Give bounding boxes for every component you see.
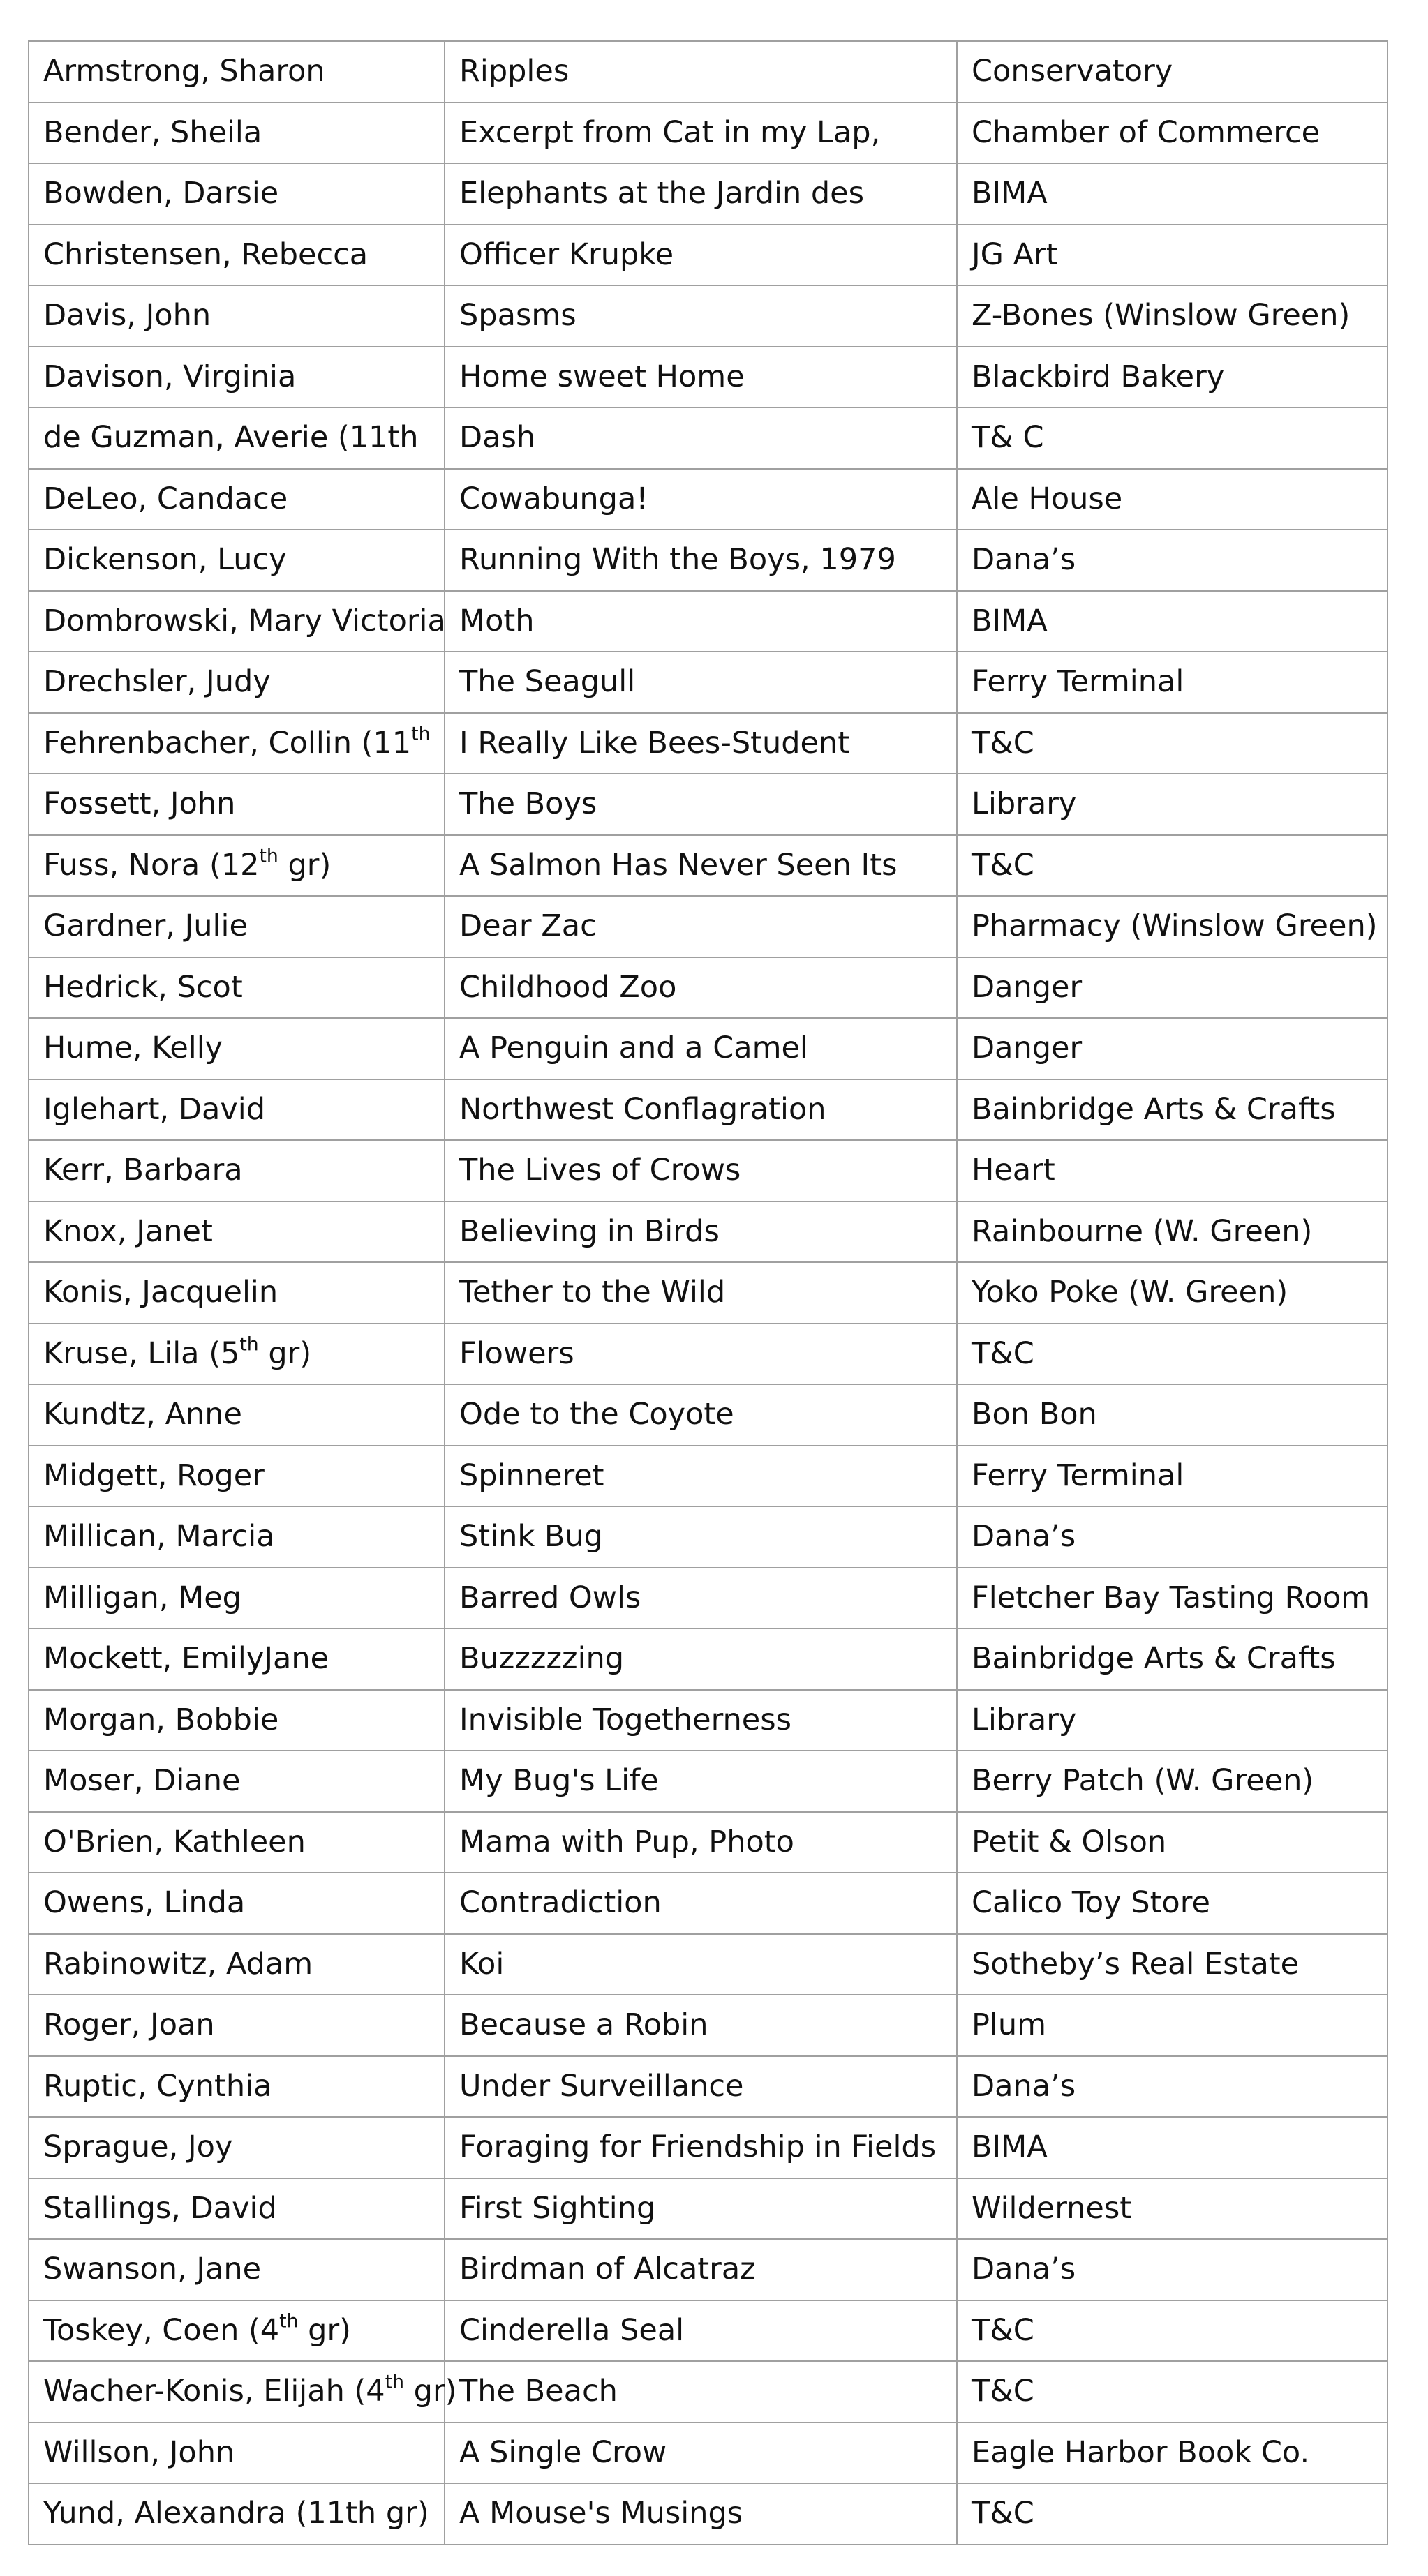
artwork-title-cell bbox=[445, 2423, 957, 2484]
table-row bbox=[29, 1995, 1388, 2056]
artist-name: Fuss, Nora (12 bbox=[43, 847, 260, 883]
table-row bbox=[29, 1324, 1388, 1385]
artist-name: DeLeo, Candace bbox=[43, 481, 288, 516]
artist-name: Christensen, Rebecca bbox=[43, 237, 369, 272]
artwork-title-cell bbox=[445, 225, 957, 286]
venue-cell bbox=[957, 163, 1388, 225]
artwork-title-cell bbox=[445, 1812, 957, 1873]
artist-name: Morgan, Bobbie bbox=[43, 1702, 279, 1737]
artist-name: Hume, Kelly bbox=[43, 1031, 223, 1066]
table-row bbox=[29, 652, 1388, 713]
artist-table bbox=[28, 40, 1388, 2545]
table-row bbox=[29, 2423, 1388, 2484]
artwork-title: The Lives of Crows bbox=[459, 1153, 741, 1188]
artwork-title: Elephants at the Jardin des bbox=[459, 176, 865, 211]
artist-name-cell bbox=[29, 285, 445, 347]
venue-cell bbox=[957, 591, 1388, 652]
table-row bbox=[29, 2300, 1388, 2362]
artist-name-cell bbox=[29, 530, 445, 591]
artwork-title: Mama with Pup, Photo bbox=[459, 1824, 794, 1859]
ordinal-suffix: th bbox=[279, 2310, 299, 2332]
venue-cell bbox=[957, 1324, 1388, 1385]
venue-name: BIMA bbox=[972, 176, 1048, 211]
venue-name: Ferry Terminal bbox=[972, 664, 1184, 700]
artwork-title-cell bbox=[445, 2361, 957, 2423]
artwork-title: A Single Crow bbox=[459, 2434, 667, 2470]
artwork-title-cell bbox=[445, 2056, 957, 2118]
venue-cell bbox=[957, 1812, 1388, 1873]
artwork-title-cell bbox=[445, 2483, 957, 2545]
artist-name: Iglehart, David bbox=[43, 1091, 266, 1127]
table-row bbox=[29, 2178, 1388, 2240]
table-row bbox=[29, 1628, 1388, 1690]
table-row bbox=[29, 407, 1388, 469]
artist-name: Konis, Jacquelin bbox=[43, 1275, 278, 1310]
venue-cell bbox=[957, 1873, 1388, 1934]
venue-cell bbox=[957, 1140, 1388, 1201]
table-row bbox=[29, 530, 1388, 591]
artist-name: Millican, Marcia bbox=[43, 1519, 275, 1555]
venue-name: Fletcher Bay Tasting Room bbox=[972, 1580, 1371, 1615]
venue-name: Berry Patch (W. Green) bbox=[972, 1763, 1314, 1799]
artist-name-cell bbox=[29, 1934, 445, 1995]
venue-name: Pharmacy (Winslow Green) bbox=[972, 908, 1378, 944]
artist-name: Yund, Alexandra (11th gr) bbox=[43, 2496, 429, 2531]
table-row bbox=[29, 2117, 1388, 2178]
artist-name-suffix: gr) bbox=[278, 847, 332, 883]
artwork-title: A Mouse's Musings bbox=[459, 2496, 743, 2531]
venue-cell bbox=[957, 2423, 1388, 2484]
artwork-title: The Boys bbox=[459, 786, 597, 822]
venue-cell bbox=[957, 530, 1388, 591]
artist-name: O'Brien, Kathleen bbox=[43, 1824, 306, 1859]
artist-name: Wacher-Konis, Elijah (4 bbox=[43, 2374, 385, 2409]
venue-cell bbox=[957, 1079, 1388, 1141]
venue-name: T&C bbox=[972, 2312, 1034, 2348]
artist-name: Kerr, Barbara bbox=[43, 1153, 243, 1188]
artwork-title-cell bbox=[445, 2117, 957, 2178]
venue-cell bbox=[957, 2178, 1388, 2240]
artwork-title-cell bbox=[445, 347, 957, 408]
table-row bbox=[29, 1812, 1388, 1873]
artwork-title: Foraging for Friendship in Fields bbox=[459, 2129, 937, 2165]
venue-name: Petit & Olson bbox=[972, 1824, 1167, 1859]
artist-name-cell bbox=[29, 1628, 445, 1690]
venue-name: Ale House bbox=[972, 481, 1123, 516]
artwork-title: My Bug's Life bbox=[459, 1763, 659, 1799]
venue-cell bbox=[957, 2483, 1388, 2545]
table-row bbox=[29, 1140, 1388, 1201]
venue-name: Z-Bones (Winslow Green) bbox=[972, 298, 1351, 334]
venue-cell bbox=[957, 1201, 1388, 1263]
ordinal-suffix: th bbox=[411, 723, 431, 745]
artist-name-cell bbox=[29, 1446, 445, 1507]
artist-name-cell bbox=[29, 2300, 445, 2362]
artist-name-cell bbox=[29, 1140, 445, 1201]
artist-name: Rabinowitz, Adam bbox=[43, 1946, 313, 1982]
artist-name-suffix: gr) bbox=[258, 1335, 312, 1371]
artist-name-cell bbox=[29, 1324, 445, 1385]
venue-name: BIMA bbox=[972, 2129, 1048, 2165]
artwork-title-cell bbox=[445, 1079, 957, 1141]
table-row bbox=[29, 2239, 1388, 2300]
table-row bbox=[29, 1751, 1388, 1812]
artwork-title: Because a Robin bbox=[459, 2007, 708, 2043]
artwork-title: A Salmon Has Never Seen Its bbox=[459, 847, 898, 883]
artwork-title: Birdman of Alcatraz bbox=[459, 2252, 756, 2287]
venue-name: Calico Toy Store bbox=[972, 1885, 1210, 1921]
table-row bbox=[29, 1079, 1388, 1141]
artwork-title-cell bbox=[445, 2300, 957, 2362]
artwork-title-cell bbox=[445, 1262, 957, 1324]
artist-name-cell bbox=[29, 2483, 445, 2545]
artwork-title: Buzzzzzing bbox=[459, 1641, 625, 1677]
venue-cell bbox=[957, 407, 1388, 469]
artwork-title-cell bbox=[445, 652, 957, 713]
artist-name: Kruse, Lila (5 bbox=[43, 1335, 240, 1371]
venue-cell bbox=[957, 469, 1388, 530]
artwork-title-cell bbox=[445, 1568, 957, 1629]
artwork-title-cell bbox=[445, 1140, 957, 1201]
artist-name-cell bbox=[29, 1568, 445, 1629]
venue-cell bbox=[957, 41, 1388, 103]
artist-name-cell bbox=[29, 1995, 445, 2056]
artist-name-cell bbox=[29, 2361, 457, 2423]
artist-name: Dombrowski, Mary Victoria bbox=[43, 603, 446, 638]
artwork-title: Invisible Togetherness bbox=[459, 1702, 792, 1737]
venue-name: Rainbourne (W. Green) bbox=[972, 1213, 1313, 1249]
table-row bbox=[29, 163, 1388, 225]
artwork-title: Cinderella Seal bbox=[459, 2312, 685, 2348]
artist-name: Dickenson, Lucy bbox=[43, 542, 287, 578]
venue-name: Dana’s bbox=[972, 2068, 1076, 2104]
venue-cell bbox=[957, 1995, 1388, 2056]
artist-name-cell bbox=[29, 835, 445, 897]
table-row bbox=[29, 774, 1388, 835]
artist-name-cell bbox=[29, 1506, 445, 1568]
table-row bbox=[29, 1018, 1388, 1079]
artist-name: Willson, John bbox=[43, 2434, 235, 2470]
artist-name-cell bbox=[29, 774, 445, 835]
artwork-title: Stink Bug bbox=[459, 1519, 603, 1555]
table-row bbox=[29, 225, 1388, 286]
artist-name: Moser, Diane bbox=[43, 1763, 241, 1799]
venue-cell bbox=[957, 896, 1388, 957]
artist-name: Sprague, Joy bbox=[43, 2129, 233, 2165]
venue-name: Sotheby’s Real Estate bbox=[972, 1946, 1300, 1982]
artwork-title-cell bbox=[445, 591, 957, 652]
venue-cell bbox=[957, 713, 1388, 774]
artwork-title: Childhood Zoo bbox=[459, 969, 677, 1005]
artist-name-cell bbox=[29, 591, 445, 652]
venue-name: Bainbridge Arts & Crafts bbox=[972, 1641, 1336, 1677]
artwork-title: The Seagull bbox=[459, 664, 636, 700]
artist-name-cell bbox=[29, 1201, 445, 1263]
venue-name: Dana’s bbox=[972, 2252, 1076, 2287]
artwork-title: Dear Zac bbox=[459, 908, 597, 944]
table-row bbox=[29, 1446, 1388, 1507]
venue-name: JG Art bbox=[972, 237, 1058, 272]
artwork-title: Flowers bbox=[459, 1335, 574, 1371]
venue-name: Bainbridge Arts & Crafts bbox=[972, 1091, 1336, 1127]
artist-name-cell bbox=[29, 713, 445, 774]
table-row bbox=[29, 2361, 1388, 2423]
artist-name-cell bbox=[29, 1079, 445, 1141]
artist-name-cell bbox=[29, 1262, 445, 1324]
venue-name: Dana’s bbox=[972, 542, 1076, 578]
venue-cell bbox=[957, 347, 1388, 408]
artwork-title: A Penguin and a Camel bbox=[459, 1031, 808, 1066]
artist-name: Hedrick, Scot bbox=[43, 969, 243, 1005]
venue-name: Ferry Terminal bbox=[972, 1458, 1184, 1493]
table-row bbox=[29, 713, 1388, 774]
ordinal-suffix: th bbox=[385, 2371, 404, 2393]
artist-name: Swanson, Jane bbox=[43, 2252, 262, 2287]
artwork-title: Running With the Boys, 1979 bbox=[459, 542, 896, 578]
venue-name: Yoko Poke (W. Green) bbox=[972, 1275, 1288, 1310]
artist-name-cell bbox=[29, 407, 445, 469]
table-row bbox=[29, 2056, 1388, 2118]
artist-name-cell bbox=[29, 2117, 445, 2178]
table-row bbox=[29, 591, 1388, 652]
table-row bbox=[29, 1690, 1388, 1751]
artwork-title: Home sweet Home bbox=[459, 359, 745, 394]
venue-name: Eagle Harbor Book Co. bbox=[972, 2434, 1310, 2470]
venue-cell bbox=[957, 835, 1388, 897]
artwork-title-cell bbox=[445, 1324, 957, 1385]
artwork-title-cell bbox=[445, 1628, 957, 1690]
table-row bbox=[29, 1506, 1388, 1568]
artist-name: Toskey, Coen (4 bbox=[43, 2312, 280, 2348]
venue-cell bbox=[957, 1934, 1388, 1995]
artwork-title-cell bbox=[445, 1751, 957, 1812]
artwork-title-cell bbox=[445, 1018, 957, 1079]
artwork-title: Koi bbox=[459, 1946, 505, 1982]
table-row bbox=[29, 285, 1388, 347]
table-row bbox=[29, 103, 1388, 164]
artist-name: Fehrenbacher, Collin (11 bbox=[43, 725, 412, 761]
venue-name: T&C bbox=[972, 1335, 1034, 1371]
venue-name: Library bbox=[972, 786, 1077, 822]
artist-name-cell bbox=[29, 896, 445, 957]
artist-name: Roger, Joan bbox=[43, 2007, 215, 2043]
venue-name: T& C bbox=[972, 420, 1044, 456]
venue-cell bbox=[957, 2056, 1388, 2118]
artwork-title-cell bbox=[445, 1873, 957, 1934]
venue-name: Bon Bon bbox=[972, 1397, 1097, 1432]
artist-name-cell bbox=[29, 2178, 445, 2240]
venue-name: Danger bbox=[972, 969, 1083, 1005]
artist-name-cell bbox=[29, 469, 445, 530]
artwork-title-cell bbox=[445, 1384, 957, 1446]
artwork-title: The Beach bbox=[459, 2374, 618, 2409]
table-row bbox=[29, 957, 1388, 1019]
venue-name: Chamber of Commerce bbox=[972, 114, 1321, 150]
artwork-title-cell bbox=[445, 1995, 957, 2056]
artist-name: de Guzman, Averie (11th bbox=[43, 420, 419, 456]
artist-name: Knox, Janet bbox=[43, 1213, 213, 1249]
artist-name-cell bbox=[29, 2423, 445, 2484]
venue-cell bbox=[957, 1384, 1388, 1446]
venue-name: T&C bbox=[972, 725, 1034, 761]
artwork-title: Spinneret bbox=[459, 1458, 604, 1493]
venue-cell bbox=[957, 1751, 1388, 1812]
artwork-title-cell bbox=[445, 2239, 957, 2300]
venue-name: T&C bbox=[972, 847, 1034, 883]
artwork-title: Under Surveillance bbox=[459, 2068, 744, 2104]
artist-name: Drechsler, Judy bbox=[43, 664, 271, 700]
artwork-title-cell bbox=[445, 957, 957, 1019]
venue-name: Danger bbox=[972, 1031, 1083, 1066]
artwork-title: Northwest Conflagration bbox=[459, 1091, 826, 1127]
artwork-title: Dash bbox=[459, 420, 536, 456]
artwork-title-cell bbox=[445, 713, 957, 774]
artist-name-suffix: gr) bbox=[298, 2312, 351, 2348]
table-row bbox=[29, 2483, 1388, 2545]
venue-cell bbox=[957, 1506, 1388, 1568]
artist-name: Kundtz, Anne bbox=[43, 1397, 243, 1432]
artist-name-suffix: gr) bbox=[404, 2374, 457, 2409]
artwork-title: Barred Owls bbox=[459, 1580, 641, 1615]
venue-cell bbox=[957, 103, 1388, 164]
artwork-title-cell bbox=[445, 1690, 957, 1751]
venue-cell bbox=[957, 1446, 1388, 1507]
venue-cell bbox=[957, 1018, 1388, 1079]
ordinal-suffix: th bbox=[239, 1333, 259, 1356]
artist-name-cell bbox=[29, 2056, 445, 2118]
artist-name-cell bbox=[29, 652, 445, 713]
artist-name-cell bbox=[29, 1751, 445, 1812]
artwork-title-cell bbox=[445, 896, 957, 957]
artwork-title-cell bbox=[445, 163, 957, 225]
artist-name: Davis, John bbox=[43, 298, 211, 334]
artwork-title-cell bbox=[445, 1201, 957, 1263]
artist-name: Gardner, Julie bbox=[43, 908, 248, 944]
venue-name: Conservatory bbox=[972, 54, 1173, 89]
artist-name: Armstrong, Sharon bbox=[43, 54, 325, 89]
venue-cell bbox=[957, 2361, 1388, 2423]
artist-name-cell bbox=[29, 41, 445, 103]
artwork-title-cell bbox=[445, 407, 957, 469]
artwork-title-cell bbox=[445, 103, 957, 164]
artwork-title: Tether to the Wild bbox=[459, 1275, 726, 1310]
artwork-title-cell bbox=[445, 285, 957, 347]
artwork-title: I Really Like Bees-Student bbox=[459, 725, 850, 761]
artwork-title-cell bbox=[445, 1506, 957, 1568]
artist-name: Stallings, David bbox=[43, 2190, 277, 2226]
table-row bbox=[29, 1934, 1388, 1995]
venue-cell bbox=[957, 1262, 1388, 1324]
artwork-title: First Sighting bbox=[459, 2190, 656, 2226]
venue-name: Blackbird Bakery bbox=[972, 359, 1225, 394]
artwork-title-cell bbox=[445, 1934, 957, 1995]
artwork-title-cell bbox=[445, 2178, 957, 2240]
artwork-title-cell bbox=[445, 835, 957, 897]
venue-name: T&C bbox=[972, 2374, 1034, 2409]
artist-name: Ruptic, Cynthia bbox=[43, 2068, 272, 2104]
table-row bbox=[29, 1201, 1388, 1263]
artwork-title: Spasms bbox=[459, 298, 577, 334]
artist-name-cell bbox=[29, 225, 445, 286]
artwork-title: Excerpt from Cat in my Lap, bbox=[459, 114, 881, 150]
venue-cell bbox=[957, 225, 1388, 286]
artwork-title-cell bbox=[445, 469, 957, 530]
artwork-title-cell bbox=[445, 41, 957, 103]
artist-name-cell bbox=[29, 957, 445, 1019]
venue-cell bbox=[957, 1568, 1388, 1629]
venue-name: Wildernest bbox=[972, 2190, 1132, 2226]
artwork-title: Contradiction bbox=[459, 1885, 662, 1921]
table-row bbox=[29, 1384, 1388, 1446]
artist-name: Bender, Sheila bbox=[43, 114, 262, 150]
artwork-title: Cowabunga! bbox=[459, 481, 648, 516]
venue-cell bbox=[957, 774, 1388, 835]
artwork-title: Ripples bbox=[459, 54, 570, 89]
artist-name: Midgett, Roger bbox=[43, 1458, 265, 1493]
artwork-title: Officer Krupke bbox=[459, 237, 674, 272]
artist-name: Bowden, Darsie bbox=[43, 176, 279, 211]
venue-cell bbox=[957, 2300, 1388, 2362]
artist-name-cell bbox=[29, 1018, 445, 1079]
artist-name-cell bbox=[29, 1384, 445, 1446]
artwork-title-cell bbox=[445, 530, 957, 591]
artist-name: Davison, Virginia bbox=[43, 359, 297, 394]
artist-name-cell bbox=[29, 163, 445, 225]
artwork-title: Believing in Birds bbox=[459, 1213, 720, 1249]
artwork-title-cell bbox=[445, 1446, 957, 1507]
artist-name-cell bbox=[29, 1873, 445, 1934]
artwork-title-cell bbox=[445, 774, 957, 835]
table-row bbox=[29, 896, 1388, 957]
venue-cell bbox=[957, 2239, 1388, 2300]
venue-cell bbox=[957, 2117, 1388, 2178]
table-row bbox=[29, 1873, 1388, 1934]
artist-name-cell bbox=[29, 2239, 445, 2300]
ordinal-suffix: th bbox=[259, 845, 278, 867]
table-row bbox=[29, 1568, 1388, 1629]
table-row bbox=[29, 469, 1388, 530]
table-row bbox=[29, 41, 1388, 103]
table-row bbox=[29, 347, 1388, 408]
artist-name-cell bbox=[29, 1812, 445, 1873]
venue-cell bbox=[957, 652, 1388, 713]
artwork-title: Moth bbox=[459, 603, 535, 638]
artist-name-cell bbox=[29, 347, 445, 408]
artist-name-cell bbox=[29, 1690, 445, 1751]
venue-name: BIMA bbox=[972, 603, 1048, 638]
venue-cell bbox=[957, 1628, 1388, 1690]
table-body bbox=[29, 41, 1388, 2545]
artist-name: Milligan, Meg bbox=[43, 1580, 241, 1615]
artwork-title: Ode to the Coyote bbox=[459, 1397, 734, 1432]
table-row bbox=[29, 835, 1388, 897]
venue-name: Dana’s bbox=[972, 1519, 1076, 1555]
artist-name-cell bbox=[29, 103, 445, 164]
venue-cell bbox=[957, 285, 1388, 347]
artist-name: Owens, Linda bbox=[43, 1885, 246, 1921]
venue-cell bbox=[957, 957, 1388, 1019]
venue-name: T&C bbox=[972, 2496, 1034, 2531]
venue-name: Heart bbox=[972, 1153, 1055, 1188]
table-row bbox=[29, 1262, 1388, 1324]
venue-cell bbox=[957, 1690, 1388, 1751]
venue-name: Plum bbox=[972, 2007, 1047, 2043]
artist-name: Fossett, John bbox=[43, 786, 236, 822]
artist-name: Mockett, EmilyJane bbox=[43, 1641, 329, 1677]
venue-name: Library bbox=[972, 1702, 1077, 1737]
